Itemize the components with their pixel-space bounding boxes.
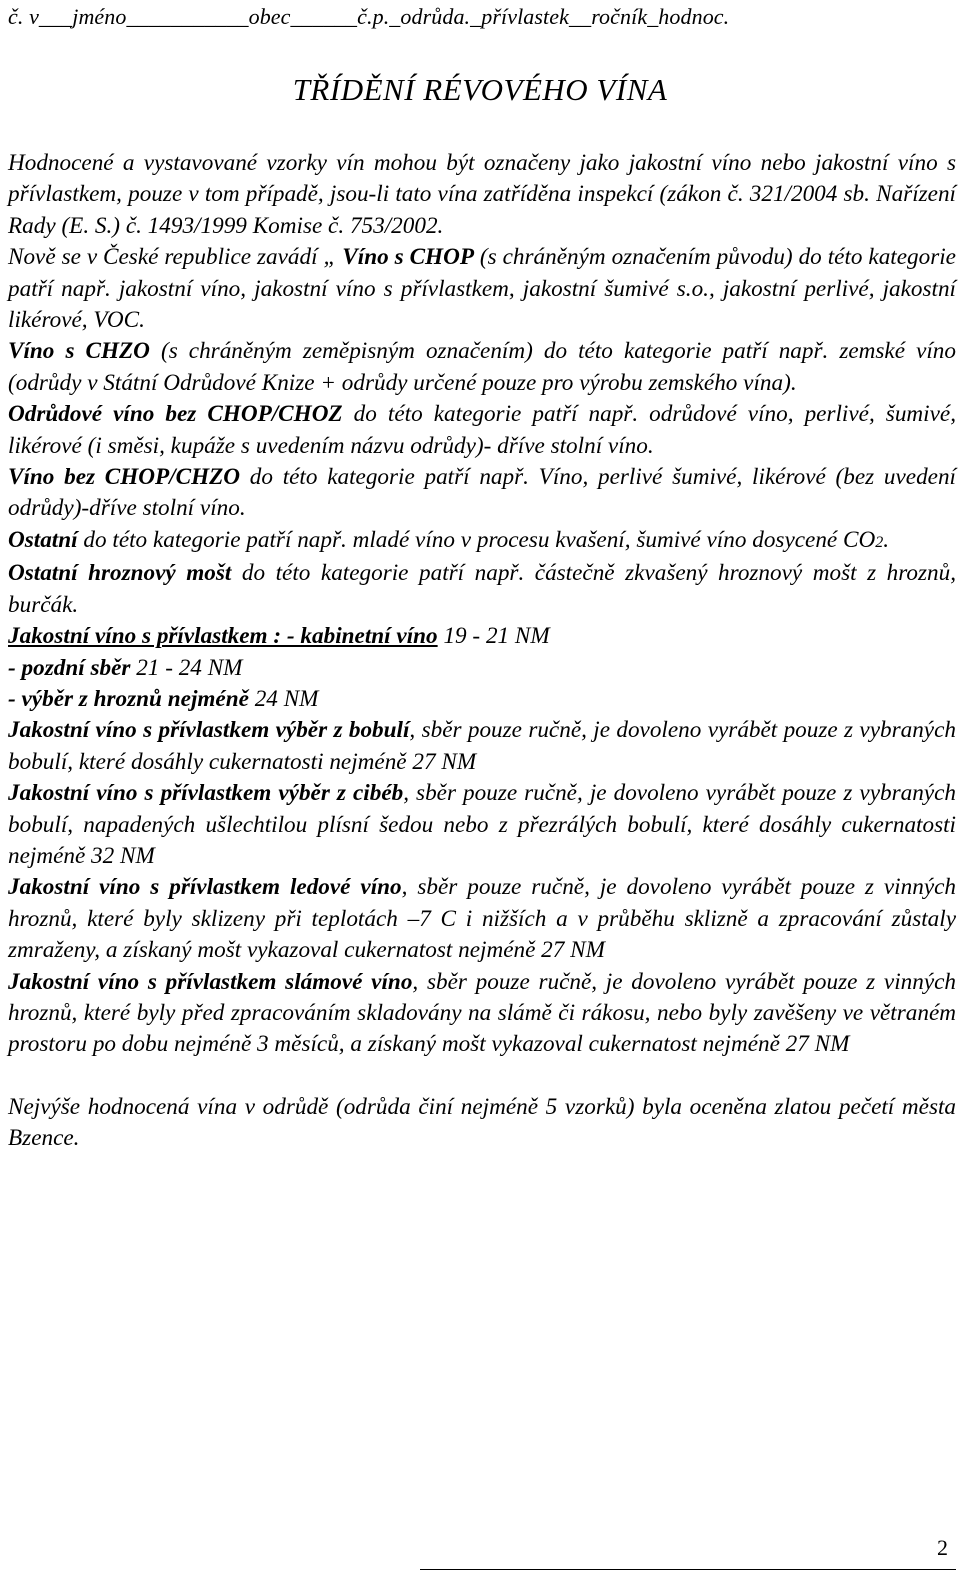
- text-segment: 21 - 24 NM: [130, 654, 243, 681]
- paragraph-zlata-pecet: Nejvýše hodnocená vína v odrůdě (odrůda činí nejméně 5 vzorků) byla oceněna zlatou pečetí města Bzence.: [8, 1093, 956, 1152]
- paragraph-odrudove: [8, 399, 956, 462]
- document-body: [8, 148, 956, 1155]
- term-vyber-z-hroznu: - výběr z hroznů nejméně: [8, 685, 249, 712]
- term-vyber-z-bobuli: Jakostní víno s přívlastkem výběr z bobulí: [8, 717, 410, 744]
- paragraph-ostatni: [8, 525, 956, 558]
- term-chzo: Víno s CHZO: [8, 338, 150, 365]
- text-segment: do této kategorie patří např. Víno, perlivé šumivé, likérové (bez uvedení odrůdy)-dříve stolní víno.: [8, 464, 956, 522]
- paragraph-bez-chop: [8, 462, 956, 525]
- text-segment: , sběr pouze ručně, je dovoleno vyrábět pouze z vybraných bobulí, napadených ušlechtilou plísní šedou nebo z přezrálých bobulí, které dosáhly cukernatosti nejméně 32 NM: [8, 780, 956, 869]
- text-segment: , sběr pouze ručně, je dovoleno vyrábět pouze z vybraných bobulí, které dosáhly cukernatosti nejméně 27 NM: [8, 717, 956, 775]
- paragraph-slamove-vino: [8, 967, 956, 1061]
- text-segment: (s chráněným označením původu) do této kategorie patří např. jakostní víno, jakostní víno s přívlastkem, jakostní šumivé s.o., jakostní perlivé, jakostní likérové, VOC.: [8, 244, 956, 334]
- term-odrudove: Odrůdové víno bez CHOP/CHOZ: [8, 401, 343, 428]
- term-most: Ostatní hroznový mošt: [8, 560, 232, 587]
- term-kabinet: Jakostní víno s přívlastkem : - kabinetní víno: [8, 623, 438, 650]
- term-bez-chop: Víno bez CHOP/CHZO: [8, 464, 241, 491]
- paragraph-vyber-z-cibeb: [8, 778, 956, 872]
- text-segment: (s chráněným zeměpisným označením) do této kategorie patří např. zemské víno (odrůdy v Státní Odrůdové Knize + odrůdy určené pouze pro výrobu zemského vína).: [8, 338, 956, 396]
- paragraph-vyber-z-bobuli: [8, 715, 956, 778]
- spacer: [8, 1061, 956, 1092]
- form-header-line: č. v___jméno___________obec______č.p._odrůda._přívlastek__ročník_hodnoc.: [8, 4, 730, 29]
- text-segment: 19 - 21 NM: [437, 623, 550, 650]
- paragraph-pozdni-sber: [8, 653, 956, 684]
- paragraph-intro: Hodnocené a vystavované vzorky vín mohou být označeny jako jakostní víno nebo jakostní víno s přívlastkem, pouze v tom případě, jsou-li tato vína zatříděna inspekcí (zákon č. 321/2004 sb. Nařízení Rady (E. S.) č. 1493/1999 Komise č. 753/2002.: [8, 150, 956, 239]
- paragraph-vyber-z-hroznu: [8, 684, 956, 715]
- paragraph-kabinet: [8, 621, 956, 652]
- term-pozdni-sber: - pozdní sběr: [8, 654, 131, 681]
- text-segment: do této kategorie patří např. částečně zkvašený hroznový mošt z hroznů, burčák.: [8, 560, 956, 618]
- term-ledove-vino: Jakostní víno s přívlastkem ledové víno: [8, 874, 402, 901]
- term-vyber-z-cibeb: Jakostní víno s přívlastkem výběr z cibéb: [8, 780, 404, 807]
- paragraph-chzo: [8, 336, 956, 399]
- text-segment: , sběr pouze ručně, je dovoleno vyrábět pouze z vinných hroznů, které byly sklizeny při teplotách –7 C i nižších a v průběhu sklizně a zpracování zůstaly zmraženy, a získaný mošt vykazoval cukernatost nejméně 27 NM: [8, 874, 956, 964]
- text-segment: , sběr pouze ručně, je dovoleno vyrábět pouze z vinných hroznů, které byly před zpracováním skladovány na slámě či rákosu, nebo byly zavěšeny ve větraném prostoru po dobu nejméně 3 měsíců, a získaný mošt vykazoval cukernatost nejméně 27 NM: [8, 968, 956, 1058]
- paragraph-chop: [8, 242, 956, 336]
- text-segment: do této kategorie patří např. mladé víno v procesu kvašení, šumivé víno dosycené CO: [77, 526, 876, 553]
- page-title: TŘÍDĚNÍ RÉVOVÉHO VÍNA: [292, 72, 668, 107]
- text-segment: .: [883, 526, 890, 553]
- text-segment: Nově se v České republice zavádí „: [8, 244, 343, 271]
- term-slamove-vino: Jakostní víno s přívlastkem slámové víno: [8, 968, 413, 995]
- term-chop: Víno s CHOP: [342, 244, 474, 271]
- paragraph-ledove-vino: [8, 872, 956, 966]
- term-ostatni: Ostatní: [8, 526, 78, 553]
- text-segment: do této kategorie patří např. odrůdové víno, perlivé, šumivé, likérové (i směsi, kupáže s uvedením názvu odrůdy)- dříve stolní víno.: [8, 401, 956, 459]
- footer-rule: [420, 1569, 956, 1570]
- page-number: 2: [937, 1535, 948, 1560]
- text-segment: 24 NM: [248, 685, 319, 712]
- subscript-text: 2: [875, 533, 884, 551]
- paragraph-most: [8, 558, 956, 621]
